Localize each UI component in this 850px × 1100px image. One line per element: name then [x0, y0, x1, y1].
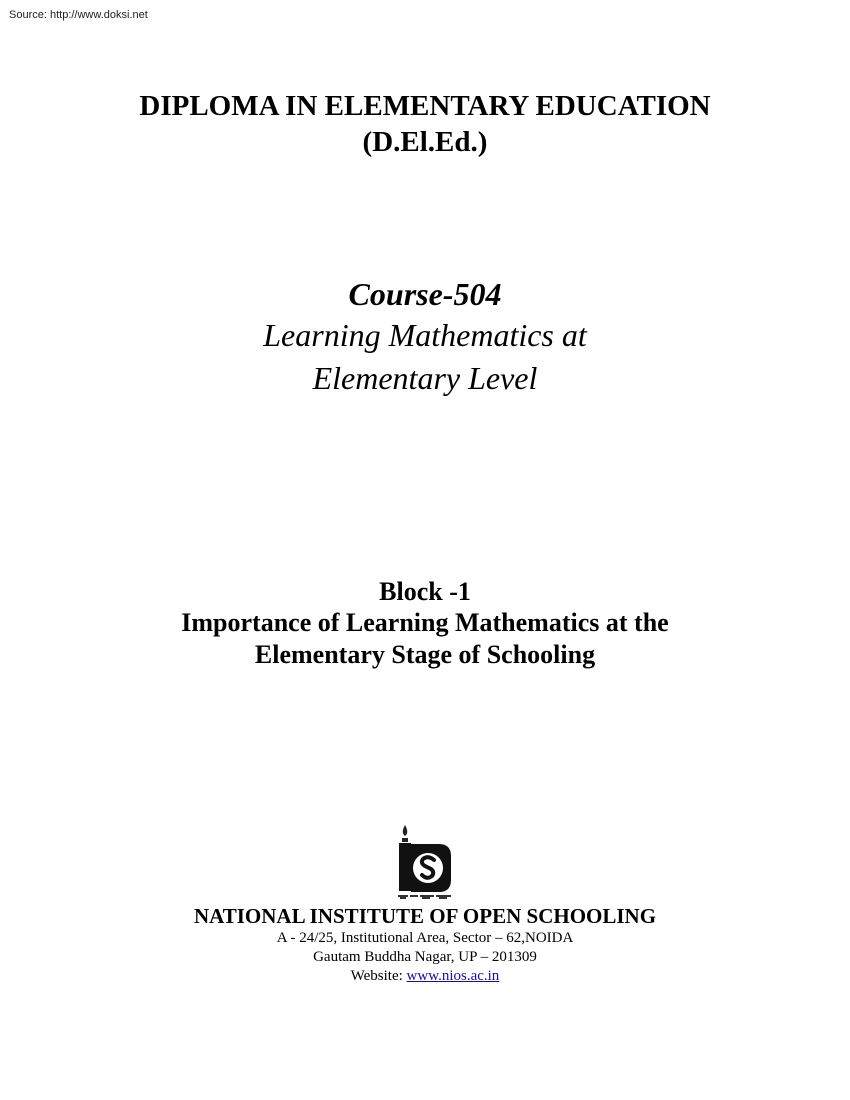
course-number: Course-504	[348, 276, 502, 312]
course-title-line2: Elementary Level	[312, 360, 538, 396]
course-title-line1: Learning Mathematics at	[263, 317, 587, 353]
block-number: Block -1	[379, 577, 471, 606]
nios-logo-icon	[395, 822, 455, 902]
source-line: Source: http://www.doksi.net	[9, 9, 148, 21]
institute-address	[0, 929, 850, 986]
block-title-line2: Elementary Stage of Schooling	[254, 640, 596, 669]
diploma-title-line1: DIPLOMA IN ELEMENTARY EDUCATION	[139, 90, 711, 122]
institute-name: NATIONAL INSTITUTE OF OPEN SCHOOLING	[193, 904, 657, 928]
website-link[interactable]: www.nios.ac.in	[406, 968, 500, 984]
address-line2: Gautam Buddha Nagar, UP – 201309	[313, 949, 537, 965]
block-title-line1: Importance of Learning Mathematics at the	[181, 608, 669, 637]
website-label: Website:	[350, 968, 407, 984]
diploma-title-line2: (D.El.Ed.)	[362, 126, 488, 158]
diploma-title	[0, 88, 850, 160]
block-title	[0, 607, 850, 671]
website-line	[0, 967, 850, 986]
course-title	[0, 314, 850, 400]
address-line1: A - 24/25, Institutional Area, Sector – 62,NOIDA	[276, 930, 574, 946]
